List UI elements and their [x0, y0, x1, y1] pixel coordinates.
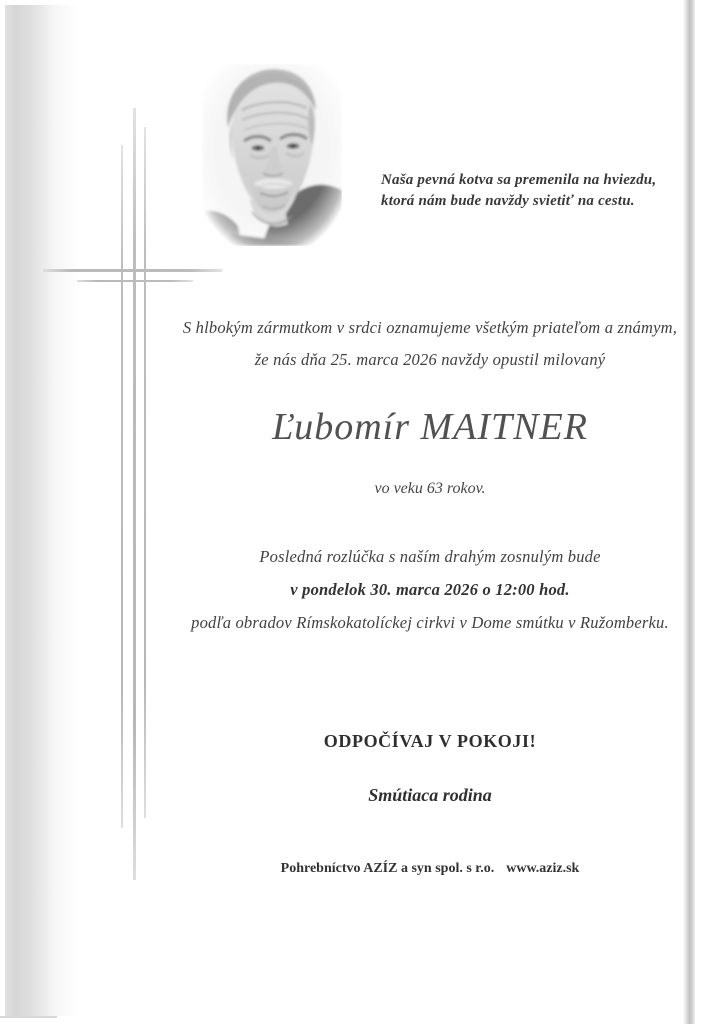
rest-in-peace-line: ODPOČÍVAJ V POKOJI! [323, 731, 537, 751]
farewell-date-time: v pondelok 30. marca 2026 o 12:00 hod. [290, 580, 570, 599]
cross-vertical-line-left [121, 145, 123, 828]
funeral-home-name: Pohrebníctvo AZÍZ a syn spol. s r.o. [280, 861, 495, 876]
cross-vertical-line-right [144, 127, 146, 818]
announcement-line-1: S hlbokým zármutkom v srdci oznamujeme všetkým priateľom a známym, [182, 318, 678, 337]
farewell-line-1: Posledná rozlúčka s naším drahým zosnulým bude [259, 547, 601, 566]
funeral-home-website: www.aziz.sk [506, 861, 580, 876]
scan-shadow-left [5, 5, 79, 1016]
quote-line-1: Naša pevná kotva sa premenila na hviezdu, [381, 172, 657, 188]
quote-line-2: ktorá nám bude navždy svietiť na cestu. [381, 193, 635, 209]
portrait-photo [202, 64, 342, 246]
mourning-family-line: Smútiaca rodina [368, 785, 492, 805]
deceased-name: Ľubomír MAITNER [272, 406, 588, 448]
cross-horizontal-line-top [43, 269, 222, 272]
scan-shadow-bottom [0, 1016, 57, 1018]
funeral-home-footer [134, 861, 724, 877]
farewell-line-3: podľa obradov Rímskokatolíckej cirkvi v Dome smútku v Ružomberku. [191, 613, 669, 632]
announcement-line-2: že nás dňa 25. marca 2026 navždy opustil milovaný [254, 350, 606, 369]
deceased-age: vo veku 63 rokov. [374, 480, 486, 497]
cross-horizontal-line-bottom [77, 280, 193, 282]
memorial-quote [381, 170, 671, 212]
